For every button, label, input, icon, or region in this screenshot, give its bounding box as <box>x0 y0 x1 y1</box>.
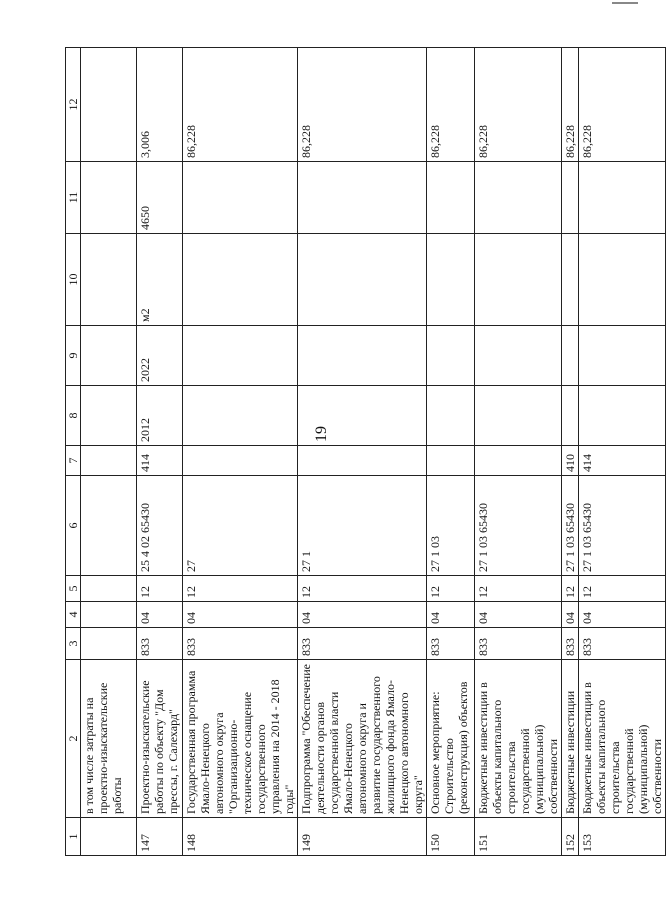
row-number: 147 <box>137 818 183 856</box>
budget-table-container <box>65 48 664 856</box>
cell <box>579 162 666 234</box>
row-name: Основное мероприятие: Строительство (реконструкция) объектов <box>427 660 475 818</box>
cell <box>475 386 562 446</box>
row-number: 150 <box>427 818 475 856</box>
cell <box>183 162 298 234</box>
cell: 12 <box>137 576 183 602</box>
cell <box>562 386 579 446</box>
cell: 86,228 <box>427 48 475 162</box>
row-name: в том числе затраты на проектно-изыскательские работы <box>81 660 137 818</box>
cell <box>427 386 475 446</box>
cell: 414 <box>579 446 666 476</box>
cell: 25 4 02 65430 <box>137 476 183 576</box>
cell <box>81 476 137 576</box>
cell <box>81 326 137 386</box>
header-cell: 8 <box>66 386 81 446</box>
table-row <box>475 48 562 856</box>
header-cell: 9 <box>66 326 81 386</box>
budget-table <box>65 47 666 856</box>
cell <box>298 446 427 476</box>
cell: 04 <box>579 602 666 628</box>
cell: 833 <box>475 628 562 660</box>
header-cell: 6 <box>66 476 81 576</box>
cell <box>427 234 475 326</box>
cell <box>579 234 666 326</box>
table-row <box>298 48 427 856</box>
header-cell: 4 <box>66 602 81 628</box>
cell <box>475 234 562 326</box>
cell <box>427 326 475 386</box>
cell: 04 <box>475 602 562 628</box>
cell: 27 1 <box>298 476 427 576</box>
cell: 04 <box>137 602 183 628</box>
table-row <box>427 48 475 856</box>
cell: 27 <box>183 476 298 576</box>
cell <box>81 628 137 660</box>
cell <box>81 48 137 162</box>
cell: 833 <box>579 628 666 660</box>
cell: 86,228 <box>562 48 579 162</box>
table-row <box>562 48 579 856</box>
page-number: 19 <box>313 426 330 442</box>
row-number: 153 <box>579 818 666 856</box>
cell <box>427 446 475 476</box>
cell: 833 <box>427 628 475 660</box>
row-name: Подпрограмма "Обеспечение деятельности органов государственной власти Ямало-Ненецкого автономного округа и развитие государственного жилищного фонда Ямало-Ненецкого автономного округа" <box>298 660 427 818</box>
cell: 12 <box>562 576 579 602</box>
cell <box>298 326 427 386</box>
cell: 3,006 <box>137 48 183 162</box>
header-cell: 2 <box>66 660 81 818</box>
cell <box>298 162 427 234</box>
cell: 12 <box>427 576 475 602</box>
header-cell: 10 <box>66 234 81 326</box>
row-name: Бюджетные инвестиции в объекты капитального строительства государственной (муниципальной) собственности <box>475 660 562 818</box>
row-number: 149 <box>298 818 427 856</box>
cell: 04 <box>562 602 579 628</box>
cell: 12 <box>298 576 427 602</box>
header-cell: 12 <box>66 48 81 162</box>
cell <box>81 162 137 234</box>
cell: 12 <box>475 576 562 602</box>
table-row <box>183 48 298 856</box>
cell: 86,228 <box>298 48 427 162</box>
row-name: Бюджетные инвестиции <box>562 660 579 818</box>
cell: 414 <box>137 446 183 476</box>
cell <box>298 234 427 326</box>
cell <box>562 326 579 386</box>
header-cell: 5 <box>66 576 81 602</box>
cell: 12 <box>183 576 298 602</box>
cell: 2022 <box>137 326 183 386</box>
cell <box>81 446 137 476</box>
row-number <box>81 818 137 856</box>
cell: 4650 <box>137 162 183 234</box>
cell: 04 <box>183 602 298 628</box>
cell: 833 <box>137 628 183 660</box>
cell <box>81 234 137 326</box>
header-row <box>66 48 81 856</box>
cell <box>562 234 579 326</box>
cell <box>579 386 666 446</box>
cell: 12 <box>579 576 666 602</box>
cell <box>81 602 137 628</box>
cell <box>183 446 298 476</box>
cell: 410 <box>562 446 579 476</box>
cell: м2 <box>137 234 183 326</box>
cell: 833 <box>298 628 427 660</box>
header-cell: 7 <box>66 446 81 476</box>
cell: 86,228 <box>579 48 666 162</box>
cell: 27 1 03 65430 <box>579 476 666 576</box>
cell: 2012 <box>137 386 183 446</box>
cell <box>183 234 298 326</box>
scan-mark <box>612 2 638 4</box>
cell: 86,228 <box>183 48 298 162</box>
cell <box>183 386 298 446</box>
cell <box>183 326 298 386</box>
cell: 27 1 03 <box>427 476 475 576</box>
row-number: 152 <box>562 818 579 856</box>
cell: 86,228 <box>475 48 562 162</box>
cell <box>475 162 562 234</box>
header-cell: 3 <box>66 628 81 660</box>
row-name: Государственная программа Ямало-Ненецкого автономного округа "Организационно-техническое оснащение государственного управления на 2014 - 2018 годы" <box>183 660 298 818</box>
row-name: Проектно-изыскательские работы по объекту "Дом прессы, г. Салехард" <box>137 660 183 818</box>
cell: 04 <box>427 602 475 628</box>
cell: 833 <box>183 628 298 660</box>
cell <box>475 326 562 386</box>
row-number: 148 <box>183 818 298 856</box>
cell <box>427 162 475 234</box>
table-row <box>579 48 666 856</box>
table-row <box>137 48 183 856</box>
row-name: Бюджетные инвестиции в объекты капитального строительства государственной (муниципальной) собственности <box>579 660 666 818</box>
cell <box>81 576 137 602</box>
cell: 04 <box>298 602 427 628</box>
cell <box>298 386 427 446</box>
cell <box>475 446 562 476</box>
header-cell: 1 <box>66 818 81 856</box>
cell: 833 <box>562 628 579 660</box>
cell: 27 1 03 65430 <box>475 476 562 576</box>
cell <box>81 386 137 446</box>
cell <box>562 162 579 234</box>
cell <box>579 326 666 386</box>
header-cell: 11 <box>66 162 81 234</box>
row-number: 151 <box>475 818 562 856</box>
cell: 27 1 03 65430 <box>562 476 579 576</box>
table-row <box>81 48 137 856</box>
